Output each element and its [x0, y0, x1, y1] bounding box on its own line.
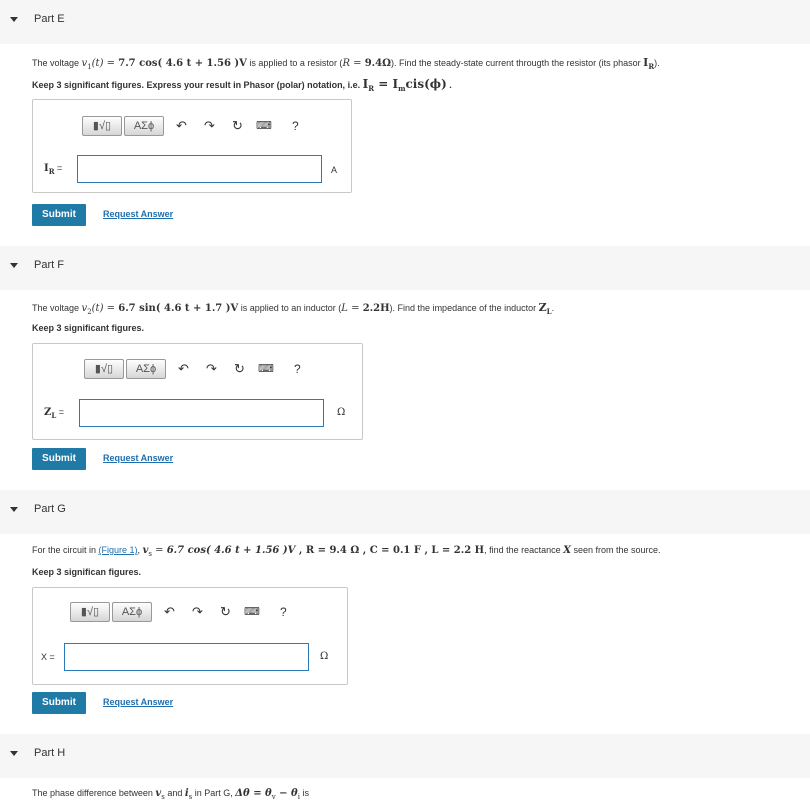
part-title: Part E	[34, 13, 65, 25]
help-button[interactable]: ?	[294, 362, 301, 376]
problem-statement: The voltage $v_1(t) = 7.7$ cos( 4.6 t + 1.56 )V is applied to a resistor (R = 9.4Ω). Find the steady-state current througth the resistor (its phasor $I_R$).	[32, 56, 660, 71]
undo-icon[interactable]: ↶	[164, 604, 175, 619]
greek-symbols-button[interactable]: ΑΣϕ	[126, 359, 166, 379]
collapse-caret-icon[interactable]	[10, 263, 18, 268]
keyboard-icon[interactable]: ⌨	[258, 363, 274, 375]
help-button[interactable]: ?	[292, 119, 299, 133]
part-title: Part F	[34, 259, 64, 271]
redo-icon[interactable]: ↷	[192, 604, 203, 619]
instruction: Keep 3 significant figures.	[32, 323, 145, 333]
submit-button[interactable]: Submit	[32, 692, 86, 714]
answer-label: $I_R$ =	[44, 163, 63, 176]
instruction: Keep 3 significant figures. Express your result in Phasor (polar) notation, i.e. $I_R = I_mcis(\phi)$ .	[32, 77, 452, 93]
part-h-header[interactable]	[0, 734, 810, 778]
part-title: Part H	[34, 747, 66, 759]
unit-label: Ω	[337, 407, 346, 418]
undo-icon[interactable]: ↶	[178, 361, 189, 376]
reset-icon[interactable]: ↻	[232, 118, 243, 133]
keyboard-icon[interactable]: ⌨	[256, 120, 272, 132]
answer-label: $Z_L$ =	[44, 407, 64, 420]
problem-statement: The voltage $v_2(t) = 6.7$ sin( 4.6 t + 1.7 )V is applied to an inductor (L = 2.2H). Find the impedance of the inductor $Z_L$.	[32, 301, 555, 316]
templates-button[interactable]: ▮√▯	[84, 359, 124, 379]
figure-link[interactable]: (Figure 1)	[98, 545, 138, 555]
help-button[interactable]: ?	[280, 605, 287, 619]
collapse-caret-icon[interactable]	[10, 751, 18, 756]
submit-button[interactable]: Submit	[32, 204, 86, 226]
math-toolbar	[70, 602, 300, 622]
request-answer-link[interactable]: Request Answer	[103, 697, 174, 707]
instruction: Keep 3 significan figures.	[32, 567, 142, 577]
request-answer-link[interactable]: Request Answer	[103, 209, 174, 219]
undo-icon[interactable]: ↶	[176, 118, 187, 133]
problem-statement: For the circuit in (Figure 1), $v_s = 6.7$ cos( 4.6 t + 1.56 )V , R = 9.4 Ω , C = 0.1 F , L = 2.2 H, find the reactance X seen from the source.	[32, 545, 661, 558]
redo-icon[interactable]: ↷	[204, 118, 215, 133]
answer-label: X =	[41, 652, 55, 662]
collapse-caret-icon[interactable]	[10, 507, 18, 512]
unit-label: Ω	[320, 651, 329, 662]
part-f-header[interactable]	[0, 246, 810, 290]
part-title: Part G	[34, 503, 66, 515]
unit-label: A	[331, 165, 338, 175]
keyboard-icon[interactable]: ⌨	[244, 606, 260, 618]
templates-button[interactable]: ▮√▯	[82, 116, 122, 136]
math-toolbar	[82, 116, 312, 136]
part-e-header[interactable]	[0, 0, 810, 44]
math-toolbar	[84, 359, 314, 379]
request-answer-link[interactable]: Request Answer	[103, 453, 174, 463]
greek-symbols-button[interactable]: ΑΣϕ	[124, 116, 164, 136]
reset-icon[interactable]: ↻	[234, 361, 245, 376]
greek-symbols-button[interactable]: ΑΣϕ	[112, 602, 152, 622]
templates-button[interactable]: ▮√▯	[70, 602, 110, 622]
answer-input[interactable]	[79, 399, 324, 427]
answer-input[interactable]	[77, 155, 322, 183]
reset-icon[interactable]: ↻	[220, 604, 231, 619]
problem-statement: The phase difference between $v_s$ and $i_s$ in Part G, $\Delta\theta = \theta_v - \theta_i$ is	[32, 788, 309, 801]
redo-icon[interactable]: ↷	[206, 361, 217, 376]
answer-input[interactable]	[64, 643, 309, 671]
submit-button[interactable]: Submit	[32, 448, 86, 470]
collapse-caret-icon[interactable]	[10, 17, 18, 22]
part-g-header[interactable]	[0, 490, 810, 534]
